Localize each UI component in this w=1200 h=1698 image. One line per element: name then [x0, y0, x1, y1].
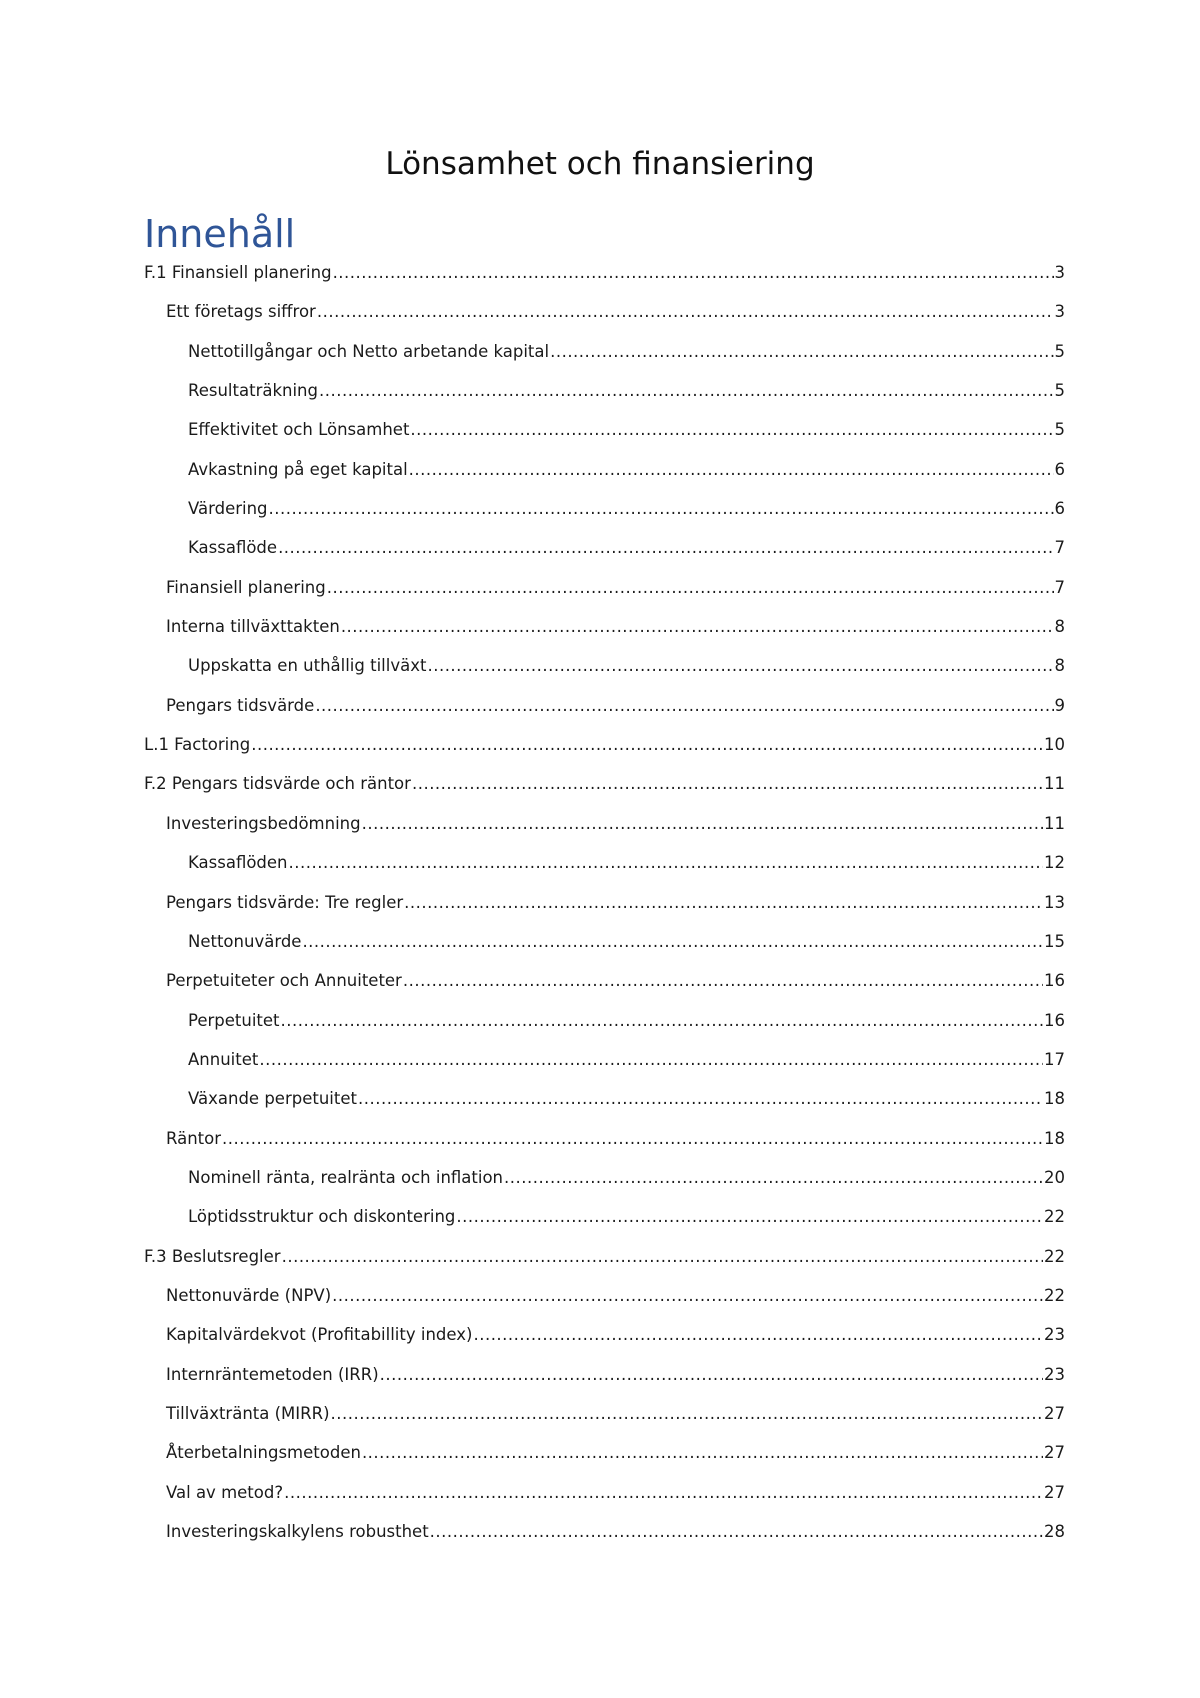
toc-entry[interactable]	[144, 1128, 1065, 1167]
toc-entry[interactable]	[144, 734, 1065, 773]
toc-entry-page-number: 22	[1044, 1246, 1065, 1266]
toc-entry-page-number: 16	[1044, 971, 1065, 991]
toc-dot-leader	[259, 1049, 1043, 1071]
toc-entry-label: F.2 Pengars tidsvärde och räntor	[144, 774, 411, 794]
toc-dot-leader	[456, 1206, 1043, 1228]
toc-entry[interactable]	[144, 655, 1065, 694]
toc-entry-label: Internräntemetoden (IRR)	[166, 1364, 379, 1384]
toc-dot-leader	[473, 1324, 1043, 1346]
toc-entry[interactable]	[144, 1246, 1065, 1285]
document-title: Lönsamhet och finansiering	[385, 146, 815, 182]
toc-entry-page-number: 5	[1054, 381, 1065, 401]
toc-entry-label: F.3 Beslutsregler	[144, 1246, 281, 1266]
toc-entry-label: Pengars tidsvärde: Tre regler	[166, 892, 404, 912]
toc-entry-page-number: 13	[1044, 892, 1065, 912]
toc-entry-label: Nominell ränta, realränta och inflation	[188, 1167, 504, 1187]
toc-dot-leader	[409, 459, 1054, 481]
toc-entry-page-number: 5	[1054, 420, 1065, 440]
toc-entry-label: Uppskatta en uthållig tillväxt	[188, 656, 427, 676]
toc-entry[interactable]	[144, 262, 1065, 301]
toc-entry-page-number: 16	[1044, 1010, 1065, 1030]
toc-dot-leader	[332, 1285, 1043, 1307]
toc-entry[interactable]	[144, 970, 1065, 1009]
toc-entry[interactable]	[144, 773, 1065, 812]
toc-entry-label: Löptidsstruktur och diskontering	[188, 1207, 456, 1227]
toc-dot-leader	[412, 773, 1043, 795]
toc-entry-label: F.1 Finansiell planering	[144, 263, 332, 282]
toc-dot-leader	[327, 577, 1054, 599]
toc-entry-label: Pengars tidsvärde	[166, 695, 315, 715]
toc-entry-page-number: 17	[1044, 1049, 1065, 1069]
toc-entry[interactable]	[144, 419, 1065, 458]
toc-entry-page-number: 12	[1044, 853, 1065, 873]
toc-entry[interactable]	[144, 1442, 1065, 1481]
toc-entry[interactable]	[144, 852, 1065, 891]
toc-dot-leader	[430, 1521, 1043, 1543]
toc-entry-page-number: 27	[1044, 1403, 1065, 1423]
toc-entry[interactable]	[144, 459, 1065, 498]
toc-entry-page-number: 9	[1054, 695, 1065, 715]
toc-entry[interactable]	[144, 498, 1065, 537]
toc-entry-page-number: 7	[1054, 538, 1065, 558]
toc-entry-label: Annuitet	[188, 1049, 259, 1069]
toc-entry-page-number: 28	[1044, 1522, 1065, 1541]
toc-entry-label: Nettonuvärde (NPV)	[166, 1285, 332, 1305]
toc-entry-page-number: 7	[1054, 577, 1065, 597]
toc-entry[interactable]	[144, 1088, 1065, 1127]
toc-entry-page-number: 3	[1054, 302, 1065, 322]
toc-entry[interactable]	[144, 1482, 1065, 1521]
toc-entry-page-number: 22	[1044, 1207, 1065, 1227]
toc-entry-label: Kassaflöde	[188, 538, 278, 558]
toc-entry-page-number: 23	[1044, 1364, 1065, 1384]
toc-dot-leader	[281, 1010, 1043, 1032]
toc-dot-leader	[380, 1364, 1043, 1386]
toc-dot-leader	[319, 380, 1054, 402]
toc-entry-label: Värdering	[188, 499, 268, 519]
toc-entry[interactable]	[144, 1285, 1065, 1324]
toc-entry-page-number: 18	[1044, 1128, 1065, 1148]
toc-entry-label: Perpetuiteter och Annuiteter	[166, 971, 402, 991]
toc-entry[interactable]	[144, 931, 1065, 970]
toc-entry-label: Effektivitet och Lönsamhet	[188, 420, 410, 440]
toc-entry-label: Räntor	[166, 1128, 222, 1148]
toc-entry-page-number: 6	[1054, 459, 1065, 479]
toc-entry[interactable]	[144, 695, 1065, 734]
toc-dot-leader	[362, 1442, 1043, 1464]
toc-entry-label: Perpetuitet	[188, 1010, 280, 1030]
toc-entry-label: Investeringsbedömning	[166, 813, 361, 833]
toc-entry-label: Kapitalvärdekvot (Profitabillity index)	[166, 1325, 473, 1345]
toc-entry-label: L.1 Factoring	[144, 735, 251, 755]
toc-entry-label: Investeringskalkylens robusthet	[166, 1522, 429, 1541]
toc-entry[interactable]	[144, 1324, 1065, 1363]
toc-entry-page-number: 27	[1044, 1443, 1065, 1463]
toc-entry-page-number: 22	[1044, 1285, 1065, 1305]
toc-entry[interactable]	[144, 1521, 1065, 1560]
toc-entry-page-number: 20	[1044, 1167, 1065, 1187]
toc-dot-leader	[222, 1128, 1043, 1150]
toc-entry-page-number: 27	[1044, 1482, 1065, 1502]
toc-entry-label: Växande perpetuitet	[188, 1089, 357, 1109]
toc-dot-leader	[404, 892, 1043, 914]
toc-entry-label: Finansiell planering	[166, 577, 326, 597]
toc-entry[interactable]	[144, 1364, 1065, 1403]
toc-entry[interactable]	[144, 892, 1065, 931]
toc-entry-page-number: 6	[1054, 499, 1065, 519]
toc-entry-page-number: 10	[1044, 735, 1065, 755]
toc-entry[interactable]	[144, 1403, 1065, 1442]
toc-dot-leader	[278, 537, 1053, 559]
toc-entry-page-number: 11	[1044, 813, 1065, 833]
toc-entry[interactable]	[144, 1167, 1065, 1206]
toc-entry-label: Nettonuvärde	[188, 931, 302, 951]
toc-entry-page-number: 8	[1054, 656, 1065, 676]
toc-entry[interactable]	[144, 537, 1065, 576]
toc-entry-page-number: 8	[1054, 617, 1065, 637]
toc-entry-label: Kassaflöden	[188, 853, 288, 873]
toc-dot-leader	[284, 1482, 1043, 1504]
toc-entry-label: Interna tillväxttakten	[166, 617, 340, 637]
toc-entry-page-number: 18	[1044, 1089, 1065, 1109]
toc-dot-leader	[403, 970, 1043, 992]
toc-entry-label: Återbetalningsmetoden	[166, 1443, 361, 1463]
toc-entry-label: Val av metod?	[166, 1482, 284, 1502]
toc-dot-leader	[362, 813, 1043, 835]
toc-entry[interactable]	[144, 616, 1065, 655]
toc-dot-leader	[427, 655, 1053, 677]
toc-entry-label: Resultaträkning	[188, 381, 318, 401]
toc-entry[interactable]	[144, 577, 1065, 616]
toc-dot-leader	[550, 341, 1053, 363]
toc-entry[interactable]	[144, 301, 1065, 340]
toc-entry-page-number: 23	[1044, 1325, 1065, 1345]
toc-entry-page-number: 15	[1044, 931, 1065, 951]
toc-dot-leader	[251, 734, 1043, 756]
toc-dot-leader	[269, 498, 1054, 520]
toc-entry-page-number: 3	[1054, 263, 1065, 282]
toc-entry[interactable]	[144, 341, 1065, 380]
toc-entry-label: Avkastning på eget kapital	[188, 459, 408, 479]
toc-dot-leader	[331, 1403, 1043, 1425]
toc-dot-leader	[410, 419, 1053, 441]
toc-dot-leader	[504, 1167, 1043, 1189]
toc-heading: Innehåll	[144, 212, 296, 256]
toc-dot-leader	[333, 262, 1054, 284]
toc-entry[interactable]	[144, 380, 1065, 419]
toc-dot-leader	[302, 931, 1043, 953]
toc-dot-leader	[282, 1246, 1043, 1268]
toc-entry[interactable]	[144, 1206, 1065, 1245]
toc-entry-label: Ett företags siffror	[166, 302, 316, 322]
toc-dot-leader	[289, 852, 1043, 874]
table-of-contents	[144, 262, 1065, 1560]
toc-entry[interactable]	[144, 1010, 1065, 1049]
toc-dot-leader	[315, 695, 1053, 717]
toc-entry-label: Tillväxtränta (MIRR)	[166, 1403, 330, 1423]
toc-entry[interactable]	[144, 813, 1065, 852]
toc-entry-page-number: 5	[1054, 341, 1065, 361]
toc-entry[interactable]	[144, 1049, 1065, 1088]
toc-dot-leader	[317, 301, 1054, 323]
toc-dot-leader	[341, 616, 1054, 638]
toc-dot-leader	[358, 1088, 1043, 1110]
toc-entry-label: Nettotillgångar och Netto arbetande kapital	[188, 341, 550, 361]
toc-entry-page-number: 11	[1044, 774, 1065, 794]
